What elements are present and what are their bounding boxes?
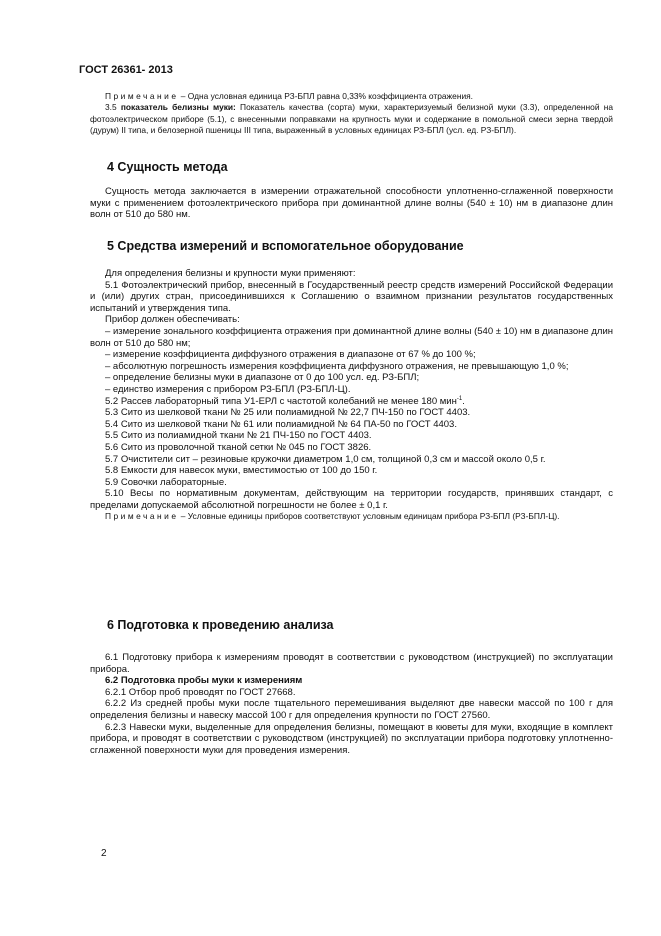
requirement-item: – абсолютную погрешность измерения коэффициента диффузного отражения, не превышающую 1,0 %; bbox=[105, 360, 569, 372]
clause-6-2-1: 6.2.1 Отбор проб проводят по ГОСТ 27668. bbox=[105, 686, 296, 698]
clause-5-3: 5.3 Сито из шелковой ткани № 25 или полиамидной № 22,7 ПЧ-150 по ГОСТ 4403. bbox=[105, 407, 471, 419]
note-3-4 bbox=[90, 91, 613, 102]
note-text: – Условные единицы приборов соответствуют условным единицам прибора РЗ-БПЛ (РЗ-БПЛ-Ц). bbox=[178, 511, 560, 522]
section-5-intro: Для определения белизны и крупности муки применяют: bbox=[105, 268, 356, 279]
section-5-title: 5 Средства измерений и вспомогательное оборудование bbox=[107, 239, 464, 253]
requirement-item: – измерение коэффициента диффузного отражения в диапазоне от 67 % до 100 %; bbox=[105, 349, 476, 361]
section-6-title: 6 Подготовка к проведению анализа bbox=[107, 618, 334, 632]
clause-5-5: 5.5 Сито из полиамидной ткани № 21 ПЧ-150 по ГОСТ 4403. bbox=[105, 430, 372, 442]
clause-5-2-text: 5.2 Рассев лабораторный типа У1-ЕРЛ с частотой колебаний не менее 180 мин bbox=[105, 395, 457, 407]
clause-5-1: 5.1 Фотоэлектрический прибор, внесенный в Государственный реестр средств измерений Российской Федерации и (или) других стран, присоединившихся к Соглашению о взаимном признании результатов государственных испытаний и утверждения типа. bbox=[90, 279, 613, 314]
section-5-note bbox=[90, 511, 613, 522]
document-header: ГОСТ 26361- 2013 bbox=[79, 64, 173, 76]
section-4-body bbox=[90, 186, 613, 221]
clause-5-10: 5.10 Весы по нормативным документам, действующим на территории государств, принявших стандарт, с пределами допускаемой абсолютной погрешности не более ± 0,1 г. bbox=[90, 488, 613, 511]
definition-text: Показатель качества (сорта) муки, характеризуемый белизной муки (3.3), определенной на фотоэлектрическом приборе (5.1), с внесенными поправками на крупность муки и содержание в помольной смеси зерна твердой (дурум) II типа, и белозерной пшеницы III типа, выраженный в условных единицах РЗ-БПЛ (усл. ед. РЗ-БПЛ). bbox=[90, 102, 613, 136]
clause-5-6: 5.6 Сито из проволочной тканой сетки № 045 по ГОСТ 3826. bbox=[105, 441, 372, 453]
clause-6-2-2: 6.2.2 Из средней пробы муки после тщательного перемешивания выделяют две навески массой по 100 г для определения белизны и навеску массой 100 г для определения крупности по ГОСТ 27560. bbox=[90, 698, 613, 721]
requirement-item: – единство измерения с прибором РЗ-БПЛ (РЗ-БПЛ-Ц). bbox=[105, 383, 351, 395]
clause-5-4: 5.4 Сито из шелковой ткани № 61 или полиамидной № 64 ПА-50 по ГОСТ 4403. bbox=[105, 418, 457, 430]
section-6-body bbox=[90, 652, 613, 756]
clause-5-9: 5.9 Совочки лабораторные. bbox=[105, 476, 227, 488]
clause-6-1: 6.1 Подготовку прибора к измерениям проводят в соответствии с руководством (инструкцией) по эксплуатации прибора. bbox=[90, 652, 613, 675]
page-number: 2 bbox=[101, 848, 107, 859]
clause-5-2-end: . bbox=[462, 395, 465, 407]
clause-6-2-3: 6.2.3 Навески муки, выделенные для определения белизны, помещают в кюветы для муки, входящие в комплект прибора, и проводят в соответствии с руководством (инструкцией) по эксплуатации прибора подготовку уплотненно-сглаженной поверхности муки для проведения измерения. bbox=[90, 721, 613, 756]
requirement-item: – измерение зонального коэффициента отражения при доминантной длине волны (540 ± 10) нм в диапазоне длин волн от 510 до 580 нм; bbox=[90, 325, 613, 349]
section-4-text: Сущность метода заключается в измерении отражательной способности уплотненно-сглаженной поверхности муки с применением фотоэлектрического прибора при доминантной длине волны (540 ± 10) нм в диапазоне длин волн от 510 до 580 нм. bbox=[90, 186, 613, 221]
clause-5-2 bbox=[90, 396, 613, 408]
unit-exponent: -1 bbox=[456, 395, 463, 402]
clause-5-8: 5.8 Емкости для навесок муки, вместимостью от 100 до 150 г. bbox=[105, 465, 378, 477]
clause-number: 3.5 bbox=[105, 102, 121, 113]
note-text: – Одна условная единица РЗ-БПЛ равна 0,33% коэффициента отражения. bbox=[178, 91, 473, 101]
section-4-title: 4 Сущность метода bbox=[107, 160, 228, 174]
clause-6-2: 6.2 Подготовка пробы муки к измерениям bbox=[105, 675, 303, 687]
clause-5-7: 5.7 Очистители сит – резиновые кружочки диаметром 1,0 см, толщиной 0,3 см и массой около 0,5 г. bbox=[105, 453, 546, 465]
top-block bbox=[90, 91, 613, 137]
section-5-body bbox=[90, 268, 613, 523]
requirement-item: – определение белизны муки в диапазоне от 0 до 100 усл. ед. РЗ-БПЛ; bbox=[105, 372, 420, 384]
note-label: Примечание bbox=[105, 91, 179, 101]
device-requirements: Прибор должен обеспечивать: bbox=[105, 314, 240, 326]
defined-term: показатель белизны муки: bbox=[120, 102, 236, 113]
note-label: Примечание bbox=[105, 511, 179, 522]
clause-3-5 bbox=[90, 102, 613, 136]
